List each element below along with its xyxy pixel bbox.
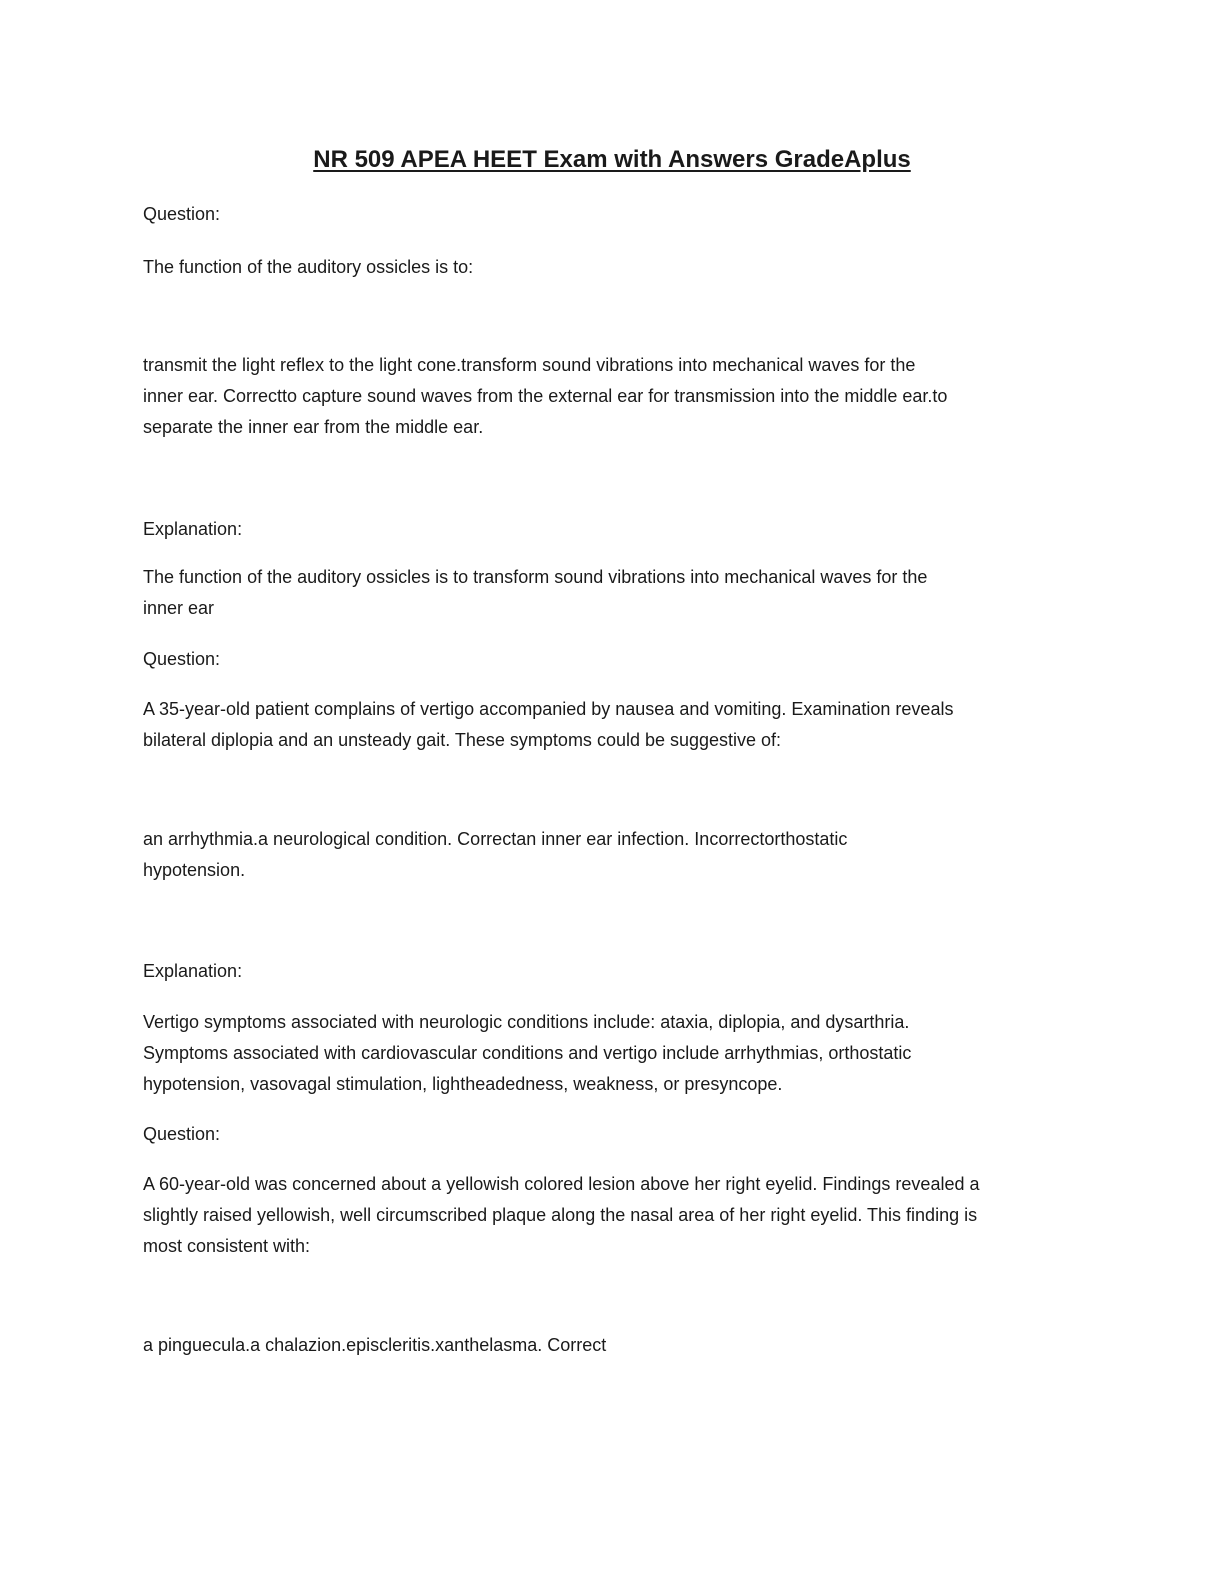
question-line: bilateral diplopia and an unsteady gait. These symptoms could be suggestive of: (143, 730, 782, 750)
answer-options-line: an arrhythmia.a neurological condition. Correctan inner ear infection. Incorrectorthostatic (143, 829, 848, 849)
question-text (143, 1169, 1083, 1262)
explanation-line: hypotension, vasovagal stimulation, lightheadedness, weakness, or presyncope. (143, 1074, 783, 1094)
question-label: Question: (143, 1124, 221, 1144)
question-label: Question: (143, 649, 221, 669)
document-title: NR 509 APEA HEET Exam with Answers GradeAplus (313, 146, 911, 173)
answer-options (143, 1330, 1083, 1361)
answer-options-line: transmit the light reflex to the light cone.transform sound vibrations into mechanical waves for the (143, 355, 916, 375)
question-label: Question: (143, 204, 221, 224)
question-text: The function of the auditory ossicles is to: (143, 257, 474, 277)
answer-options-line: hypotension. (143, 860, 246, 880)
explanation-text (143, 562, 1083, 624)
answer-options-line: inner ear. Correctto capture sound waves from the external ear for transmission into the middle ear.to (143, 386, 948, 406)
explanation-line: inner ear (143, 598, 215, 618)
answer-options (143, 824, 1083, 886)
explanation-text (143, 1007, 1083, 1100)
answer-options-line: separate the inner ear from the middle ear. (143, 417, 484, 437)
question-line: A 60-year-old was concerned about a yellowish colored lesion above her right eyelid. Findings revealed a (143, 1174, 980, 1194)
answer-options-line: a pinguecula.a chalazion.episcleritis.xanthelasma. Correct (143, 1335, 607, 1355)
explanation-line: The function of the auditory ossicles is to transform sound vibrations into mechanical waves for the (143, 567, 928, 587)
explanation-label: Explanation: (143, 519, 243, 539)
question-line: A 35-year-old patient complains of vertigo accompanied by nausea and vomiting. Examination reveals (143, 699, 954, 719)
answer-options (143, 350, 1083, 443)
explanation-line: Vertigo symptoms associated with neurologic conditions include: ataxia, diplopia, and dysarthria. (143, 1012, 910, 1032)
question-line: slightly raised yellowish, well circumscribed plaque along the nasal area of her right eyelid. This finding is (143, 1205, 978, 1225)
explanation-line: Symptoms associated with cardiovascular conditions and vertigo include arrhythmias, orthostatic (143, 1043, 912, 1063)
question-text (143, 694, 1083, 756)
explanation-label: Explanation: (143, 961, 243, 981)
question-line: most consistent with: (143, 1236, 311, 1256)
